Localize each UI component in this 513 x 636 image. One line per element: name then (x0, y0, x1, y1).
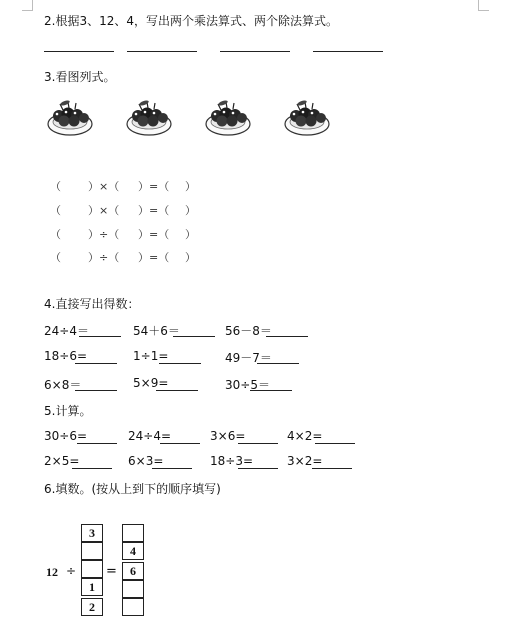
q5-answer-blank[interactable] (77, 443, 117, 444)
page-corner-top-right (478, 0, 489, 11)
q4-answer-blank[interactable] (173, 336, 215, 337)
q6-left-box-2[interactable] (81, 542, 103, 560)
q3-title: 3.看图列式。 (44, 70, 116, 84)
q5-title: 5.计算。 (44, 404, 92, 418)
plate-of-fruit-icon (125, 94, 173, 138)
q5-answer-blank[interactable] (315, 443, 355, 444)
q3-row-1-part-4: ） (185, 180, 196, 193)
q4-problem: 54＋6＝ (133, 324, 180, 338)
q4-answer-blank[interactable] (75, 390, 117, 391)
q4-answer-blank[interactable] (266, 336, 308, 337)
q5-answer-blank[interactable] (238, 443, 278, 444)
q5-answer-blank[interactable] (72, 468, 112, 469)
q6-left-box-4: 1 (81, 578, 103, 596)
q3-row-4-blank-2[interactable] (108, 249, 134, 263)
q3-row-4-blank-1[interactable] (58, 249, 84, 263)
q5-problem: 2×5= (44, 454, 80, 468)
q4-answer-blank[interactable] (257, 363, 299, 364)
page-corner-top-left (22, 0, 33, 11)
q2-title: 2.根据3、12、4，写出两个乘法算式、两个除法算式。 (44, 14, 338, 28)
q3-row-1-blank-3[interactable] (160, 178, 186, 192)
q4-problem: 56－8＝ (225, 324, 272, 338)
q3-row-2-part-3: ）=（ (138, 204, 170, 217)
q3-row-4-part-4: ） (185, 251, 196, 264)
q3-row-2-blank-1[interactable] (58, 202, 84, 216)
plate-of-fruit-icon (46, 94, 94, 138)
q5-problem: 18÷3= (210, 454, 254, 468)
q3-row-4-part-2: ）÷（ (88, 251, 120, 264)
q3-row-1-blank-1[interactable] (58, 178, 84, 192)
q3-row-1-blank-2[interactable] (108, 178, 134, 192)
q6-left-box-3[interactable] (81, 560, 103, 578)
q6-right-box-5[interactable] (122, 598, 144, 616)
q6-left-box-5: 2 (81, 598, 103, 616)
q5-answer-blank[interactable] (152, 468, 192, 469)
q3-row-3-part-3: ）=（ (138, 228, 170, 241)
q4-title: 4.直接写出得数： (44, 297, 140, 311)
q3-row-1-part-2: ）×（ (88, 180, 120, 193)
q5-answer-blank[interactable] (160, 443, 200, 444)
q5-problem: 6×3= (128, 454, 164, 468)
q4-answer-blank[interactable] (79, 336, 121, 337)
q4-answer-blank[interactable] (156, 390, 198, 391)
q4-problem: 6×8＝ (44, 378, 82, 392)
q5-answer-blank[interactable] (238, 468, 278, 469)
q4-problem: 18÷6= (44, 349, 88, 363)
q3-row-3-blank-1[interactable] (58, 226, 84, 240)
q3-row-3-part-4: ） (185, 228, 196, 241)
q5-problem: 3×6= (210, 429, 246, 443)
q3-row-2-part-1: （ (50, 204, 61, 217)
q6-left-box-1: 3 (81, 524, 103, 542)
q3-row-4-blank-3[interactable] (160, 249, 186, 263)
q3-row-3-part-2: ）÷（ (88, 228, 120, 241)
q2-answer-blank-1[interactable] (44, 51, 114, 52)
q5-problem: 4×2= (287, 429, 323, 443)
q3-row-3-blank-3[interactable] (160, 226, 186, 240)
q3-row-2-blank-2[interactable] (108, 202, 134, 216)
q5-problem: 30÷6= (44, 429, 88, 443)
q4-problem: 5×9= (133, 376, 169, 390)
plate-of-fruit-icon (204, 94, 252, 138)
q6-right-box-2: 4 (122, 542, 144, 560)
q6-title: 6.填数。(按从上到下的顺序填写) (44, 482, 221, 496)
q4-answer-blank[interactable] (159, 363, 201, 364)
q6-right-box-3: 6 (122, 562, 144, 580)
q4-problem: 24÷4＝ (44, 324, 89, 338)
q6-right-box-1[interactable] (122, 524, 144, 542)
q6-dividend: 12 (46, 565, 58, 579)
q3-row-2-part-2: ）×（ (88, 204, 120, 217)
q4-problem: 30÷5＝ (225, 378, 270, 392)
q3-row-3-blank-2[interactable] (108, 226, 134, 240)
q3-row-1-part-3: ）=（ (138, 180, 170, 193)
q3-row-1-part-1: （ (50, 180, 61, 193)
q6-equals-sign: = (106, 564, 117, 579)
q5-problem: 24÷4= (128, 429, 172, 443)
q4-answer-blank[interactable] (75, 363, 117, 364)
q4-problem: 49－7＝ (225, 351, 272, 365)
q5-answer-blank[interactable] (312, 468, 352, 469)
q6-divide-sign: ÷ (66, 564, 77, 578)
q3-row-3-part-1: （ (50, 228, 61, 241)
q3-row-2-blank-3[interactable] (160, 202, 186, 216)
q2-answer-blank-3[interactable] (220, 51, 290, 52)
plate-of-fruit-icon (283, 94, 331, 138)
q4-answer-blank[interactable] (250, 390, 292, 391)
q3-row-4-part-1: （ (50, 251, 61, 264)
q2-answer-blank-4[interactable] (313, 51, 383, 52)
q4-problem: 1÷1= (133, 349, 169, 363)
q3-row-4-part-3: ）=（ (138, 251, 170, 264)
q2-answer-blank-2[interactable] (127, 51, 197, 52)
q3-row-2-part-4: ） (185, 204, 196, 217)
q6-right-box-4[interactable] (122, 580, 144, 598)
q5-problem: 3×2= (287, 454, 323, 468)
